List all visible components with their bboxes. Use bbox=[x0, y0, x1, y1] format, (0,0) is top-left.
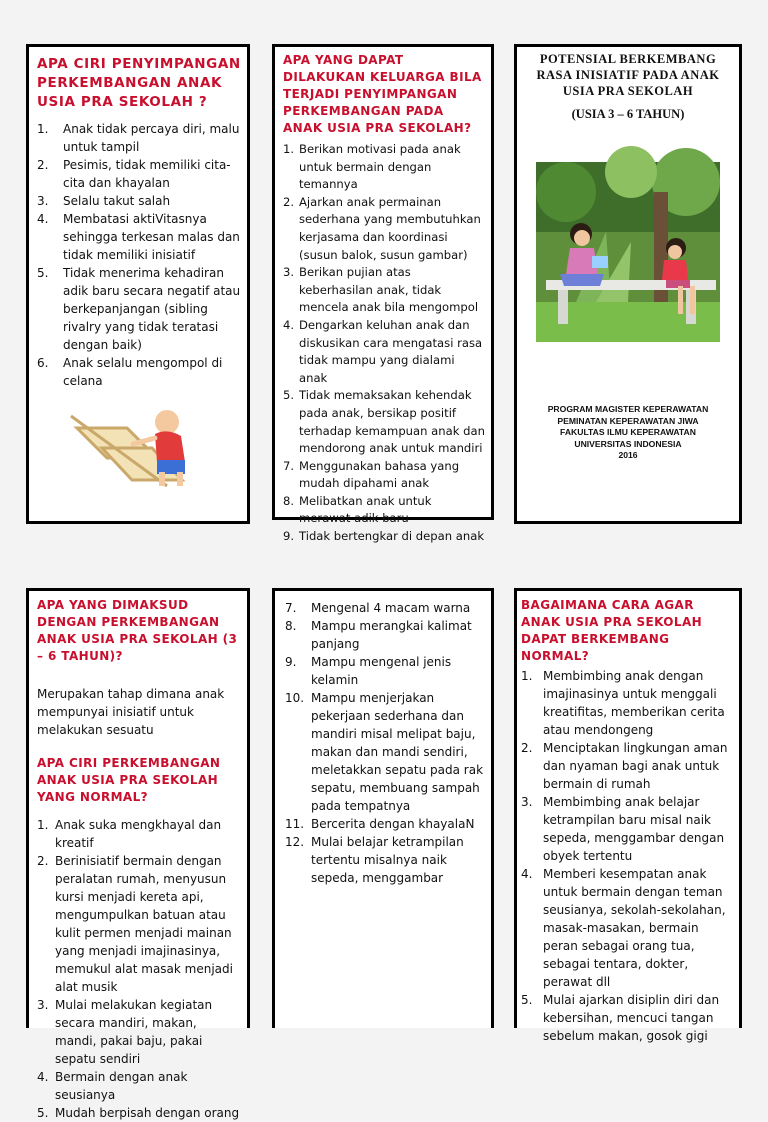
list-item: 1. Membimbing anak dengan imajinasinya untuk menggali kreatifitas, memberikan cerita atau mendongeng bbox=[521, 669, 725, 737]
panel-definition bbox=[26, 588, 250, 1120]
list-item: 3. Berikan pujian atas keberhasilan anak, tidak mencela anak bila mengompol bbox=[283, 265, 479, 315]
list-item: 2. Menciptakan lingkungan aman dan nyaman bagi anak untuk bermain di rumah bbox=[521, 741, 728, 791]
cover-title: POTENSIAL BERKEMBANG RASA INISIATIF PADA ANAK USIA PRA SEKOLAH bbox=[536, 52, 720, 98]
panel1-list bbox=[37, 120, 241, 390]
institution-year: 2016 bbox=[618, 450, 638, 460]
institution-line: PEMINATAN KEPERAWATAN JIWA bbox=[557, 415, 699, 426]
list-item: 4. Bermain dengan anak seusianya bbox=[37, 1070, 188, 1102]
list-item: 2. Berinisiatif bermain dengan peralatan rumah, menyusun kursi menjadi kereta api, mengumpulkan batuan atau kulit permen menjadi mainan yang menjadi imajinasinya, memukul alat masak menjadi alat musik bbox=[37, 854, 233, 994]
list-item: 5. Tidak memaksakan kehendak pada anak, bersikap positif terhadap kemampuan anak dan mendorong anak untuk mandiri bbox=[283, 388, 485, 456]
child-stairs-illustration bbox=[57, 398, 227, 490]
list-item: 5. Mulai ajarkan disiplin diri dan kebersihan, mencuci tangan sebelum makan, gosok gigi bbox=[521, 993, 720, 1043]
list-item: 9. Tidak bertengkar di depan anak bbox=[283, 529, 485, 544]
panel6-list bbox=[521, 667, 733, 1045]
list-item: 7. Mengenal 4 macam warna bbox=[285, 601, 471, 615]
list-item: 2. Ajarkan anak permainan sederhana yang membutuhkan kerjasama dan koordinasi (susun balok, susun gambar) bbox=[283, 194, 481, 262]
list-item: 11. Bercerita dengan khayalaN bbox=[285, 817, 475, 831]
list-item: 1. Anak tidak percaya diri, malu untuk tampil bbox=[37, 122, 240, 154]
institution-line: PROGRAM MAGISTER KEPERAWATAN bbox=[547, 404, 709, 414]
panel-how-to-develop bbox=[514, 588, 742, 1043]
list-item: 8. Mampu merangkai kalimat panjang bbox=[285, 619, 472, 651]
list-item: 5. Tidak menerima kehadiran adik baru secara negatif atau berkepanjangan (sibling rivalry yang tidak teratasi dengan baik) bbox=[37, 266, 241, 352]
panel4-definition-text: Merupakan tahap dimana anak mempunyai inisiatif untuk melakukan sesuatu bbox=[37, 687, 225, 737]
list-item: 4. Memberi kesempatan anak untuk bermain dengan teman seusianya, sekolah-sekolahan, masak-masakan, bermain peran sebagai orang tua, sebagai tentara, dokter, perawat dll bbox=[521, 867, 726, 989]
cover-age-range: (USIA 3 – 6 TAHUN) bbox=[571, 107, 685, 121]
institution-line: FAKULTAS ILMU KEPERAWATAN bbox=[560, 427, 696, 437]
panel2-list bbox=[283, 141, 485, 546]
panel4-list bbox=[37, 816, 241, 1122]
list-item: 1. Berikan motivasi pada anak untuk bermain dengan temannya bbox=[283, 142, 461, 192]
list-item: 3. Selalu takut salah bbox=[37, 194, 171, 208]
list-item: 8. Melibatkan anak untuk merawat adik baru bbox=[283, 493, 432, 526]
panel4-heading-definition: APA YANG DIMAKSUD DENGAN PERKEMBANGAN ANAK USIA PRA SEKOLAH (3 – 6 TAHUN)? bbox=[37, 598, 238, 663]
list-item: 3. Mulai melakukan kegiatan secara mandiri, makan, mandi, pakai baju, pakai sepatu sendiri bbox=[37, 998, 213, 1066]
panel-cover bbox=[514, 44, 742, 524]
panel-family-actions bbox=[272, 44, 494, 544]
children-reading-photo bbox=[536, 162, 720, 342]
list-item: 12. Mulai belajar ketrampilan tertentu misalnya naik sepeda, menggambar bbox=[285, 835, 464, 885]
list-item: 3. Membimbing anak belajar ketrampilan baru misal naik sepeda, menggambar dengan obyek tertentu bbox=[521, 795, 725, 863]
list-item: 6. Anak selalu mengompol di celana bbox=[37, 356, 223, 388]
institution-line: UNIVERSITAS INDONESIA bbox=[574, 438, 682, 449]
panel4-heading-normal-signs: APA CIRI PERKEMBANGAN ANAK USIA PRA SEKOLAH YANG NORMAL? bbox=[37, 756, 221, 804]
panel1-heading: APA CIRI PENYIMPANGAN PERKEMBANGAN ANAK USIA PRA SEKOLAH ? bbox=[37, 56, 241, 110]
panel5-list bbox=[285, 599, 485, 887]
list-item: 1. Anak suka mengkhayal dan kreatif bbox=[37, 818, 222, 850]
panel-normal-signs-continued bbox=[272, 588, 494, 1028]
panel-deviation-signs bbox=[26, 44, 250, 524]
panel6-heading: BAGAIMANA CARA AGAR ANAK USIA PRA SEKOLAH DAPAT BERKEMBANG NORMAL? bbox=[521, 598, 703, 663]
list-item: 2. Pesimis, tidak memiliki cita-cita dan khayalan bbox=[37, 158, 231, 190]
panel2-heading: APA YANG DAPAT DILAKUKAN KELUARGA BILA TERJADI PENYIMPANGAN PERKEMBANGAN PADA ANAK USIA PRA SEKOLAH? bbox=[283, 53, 482, 135]
list-item: 5. Mudah berpisah dengan orang bbox=[37, 1106, 240, 1120]
list-item: 10. Mampu menjerjakan pekerjaan sederhana dan mandiri misal melipat baju, makan dan mandi sendiri, meletakkan sepatu pada rak sepatu, membuang sampah pada tempatnya bbox=[285, 691, 484, 813]
list-item: 4. Membatasi aktiVitasnya sehingga terkesan malas dan tidak memiliki inisiatif bbox=[37, 212, 240, 262]
list-item: 4. Dengarkan keluhan anak dan diskusikan cara mengatasi rasa tidak mampu yang dialami anak bbox=[283, 317, 483, 385]
list-item: 7. Menggunakan bahasa yang mudah dipahami anak bbox=[283, 458, 460, 491]
list-item: 9. Mampu mengenal jenis kelamin bbox=[285, 655, 452, 687]
